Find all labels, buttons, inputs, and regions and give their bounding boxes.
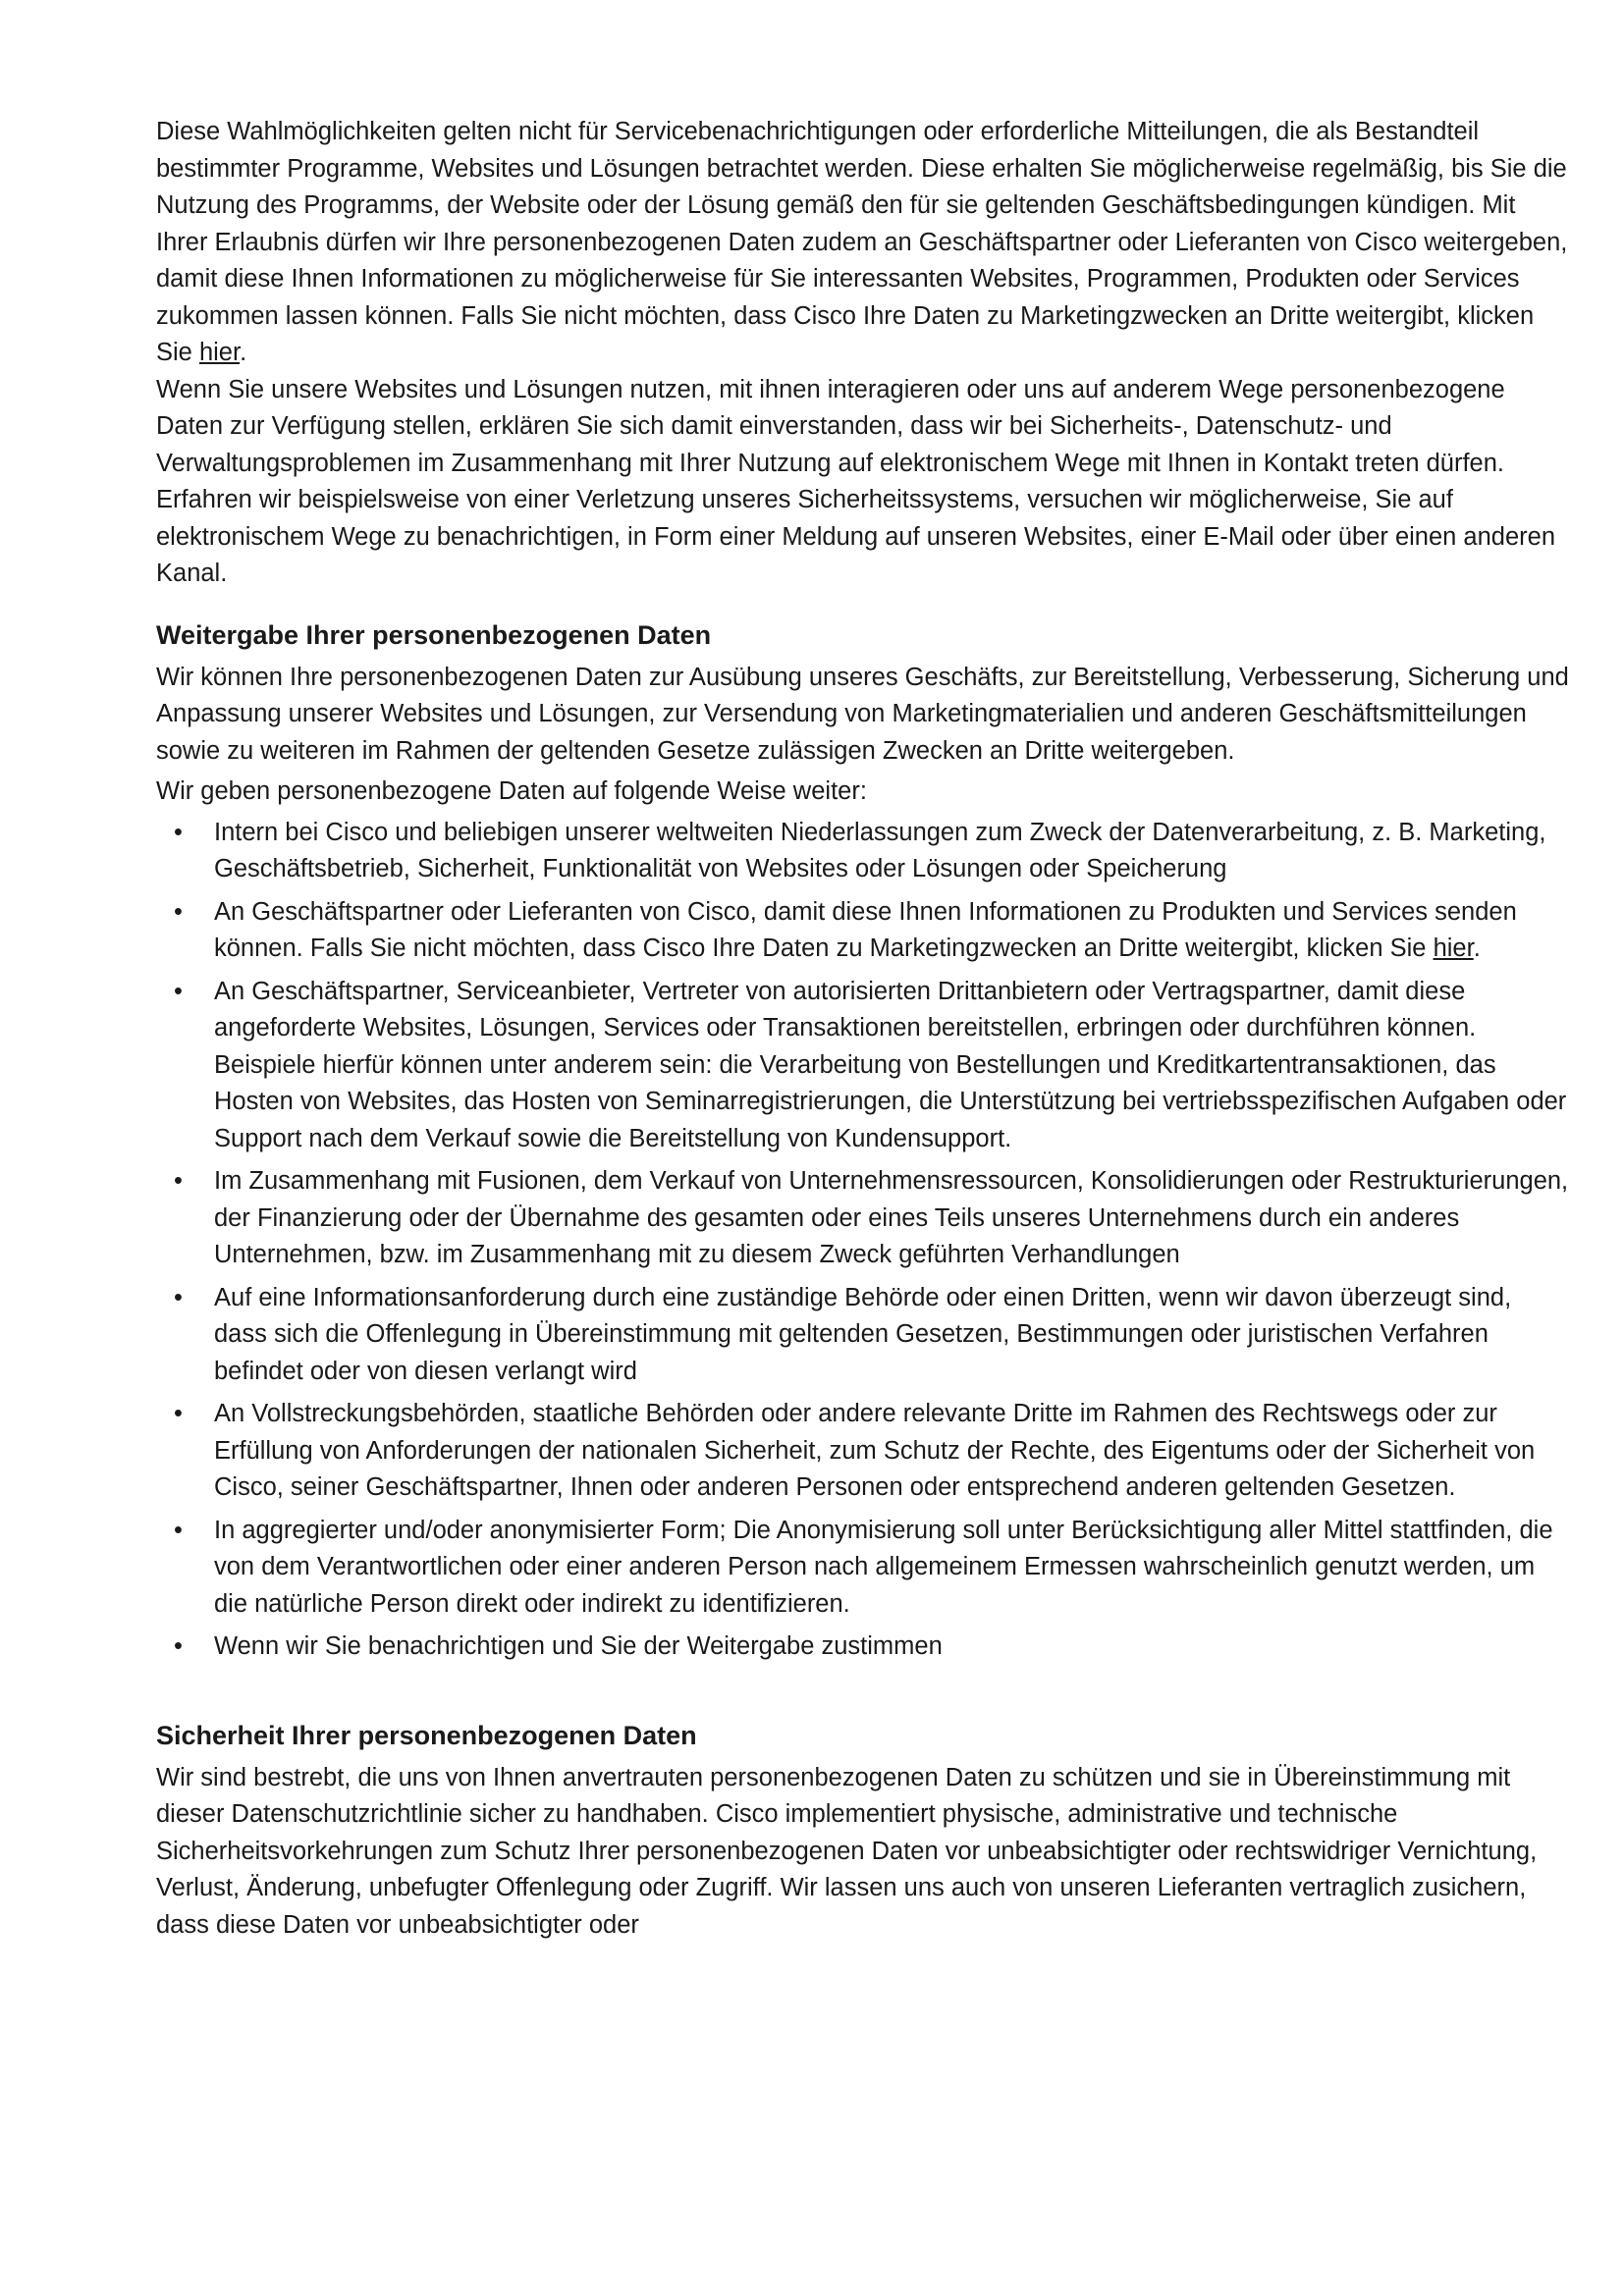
list-item-text: Auf eine Informationsanforderung durch eine zuständige Behörde oder einen Dritten, wenn wir davon überzeugt sind, dass sich die Offenlegung in Übereinstimmung mit geltenden Gesetzen, Bestimmungen oder juristischen Verfahren befindet oder von diesen verlangt wird	[214, 1283, 1512, 1385]
list-item-text: Intern bei Cisco und beliebigen unserer weltweiten Niederlassungen zum Zweck der Datenverarbeitung, z. B. Marketing, Geschäftsbetrieb, Sicherheit, Funktionalität von Websites oder Lösungen oder Speicherung	[214, 818, 1546, 882]
list-item-text: An Vollstreckungsbehörden, staatliche Behörden oder andere relevante Dritte im Rahmen des Rechtswegs oder zur Erfüllung von Anforderungen der nationalen Sicherheit, zum Schutz der Rechte, des Eigentums oder der Sicherheit von Cisco, seiner Geschäftspartner, Ihnen oder anderen Personen oder entsprechend anderen geltenden Gesetzen.	[214, 1400, 1536, 1501]
sharing-paragraph-purposes: Wir können Ihre personenbezogenen Daten zur Ausübung unseres Geschäfts, zur Bereitstellung, Verbesserung, Sicherung und Anpassung unserer Websites und Lösungen, zur Versendung von Marketingmaterialien und anderen Geschäftsmitteilungen sowie zu weiteren im Rahmen der geltenden Gesetze zulässigen Zwecken an Dritte weitergeben.	[156, 663, 1569, 765]
list-item-text: An Geschäftspartner oder Lieferanten von Cisco, damit diese Ihnen Informationen zu Produkten und Services senden können. Falls Sie nicht möchten, dass Cisco Ihre Daten zu Marketingzwecken an Dritte weitergibt, klicken Sie	[214, 897, 1517, 962]
bullet-icon: •	[174, 1516, 183, 1544]
list-item	[156, 974, 1570, 1158]
bullet-icon: •	[174, 1400, 183, 1427]
bullet-icon: •	[174, 818, 183, 846]
list-item	[156, 1629, 1570, 1666]
section-heading-sharing: Weitergabe Ihrer personenbezogenen Daten	[156, 619, 712, 650]
list-item-text: In aggregierter und/oder anonymisierter Form; Die Anonymisierung soll unter Berücksichtigung aller Mittel stattfinden, die von dem Verantwortlichen oder einer anderen Person nach allgemeinem Ermessen wahrscheinlich genutzt werden, um die natürliche Person direkt oder indirekt zu identifizieren.	[214, 1516, 1553, 1618]
intro-paragraph-end: .	[240, 339, 247, 366]
intro-paragraph-contact: Wenn Sie unsere Websites und Lösungen nutzen, mit ihnen interagieren oder uns auf anderem Wege personenbezogene Daten zur Verfügung stellen, erklären Sie sich damit einverstanden, dass wir bei Sicherheits-, Datenschutz- und Verwaltungsproblemen im Zusammenhang mit Ihrer Nutzung auf elektronischem Wege mit Ihnen in Kontakt treten dürfen. Erfahren wir beispielsweise von einer Verletzung unseres Sicherheitssystems, versuchen wir möglicherweise, Sie auf elektronischem Wege zu benachrichtigen, in Form einer Meldung auf unseren Websites, einer E-Mail oder über einen anderen Kanal.	[156, 375, 1556, 587]
list-item	[156, 815, 1570, 888]
sharing-list	[156, 815, 1570, 1666]
list-item	[156, 1163, 1570, 1274]
opt-out-link[interactable]: hier	[1433, 934, 1474, 962]
list-item	[156, 1513, 1570, 1624]
list-item	[156, 1280, 1570, 1391]
list-item	[156, 1396, 1570, 1507]
security-paragraph: Wir sind bestrebt, die uns von Ihnen anvertrauten personenbezogenen Daten zu schützen und sie in Übereinstimmung mit dieser Datenschutzrichtlinie sicher zu handhaben. Cisco implementiert physische, administrative und technische Sicherheitsvorkehrungen zum Schutz Ihrer personenbezogenen Daten vor unbeabsichtigter oder rechtswidriger Vernichtung, Verlust, Änderung, unbefugter Offenlegung oder Zugriff. Wir lassen uns auch von unseren Lieferanten vertraglich zusichern, dass diese Daten vor unbeabsichtigter oder	[156, 1763, 1538, 1939]
bullet-icon: •	[174, 1167, 183, 1195]
list-item	[156, 894, 1570, 968]
bullet-icon: •	[174, 897, 183, 926]
list-item-text: Im Zusammenhang mit Fusionen, dem Verkauf von Unternehmensressourcen, Konsolidierungen oder Restrukturierungen, der Finanzierung oder der Übernahme des gesamten oder eines Teils unseres Unternehmens durch ein anderes Unternehmen, bzw. im Zusammenhang mit zu diesem Zweck geführten Verhandlungen	[214, 1167, 1569, 1268]
section-heading-security: Sicherheit Ihrer personenbezogenen Daten	[156, 1720, 697, 1750]
opt-out-link[interactable]: hier	[198, 339, 241, 366]
bullet-icon: •	[174, 1283, 183, 1311]
bullet-icon: •	[174, 977, 183, 1005]
list-item-text: An Geschäftspartner, Serviceanbieter, Vertreter von autorisierten Drittanbietern oder Vertragspartner, damit diese angeforderte Websites, Lösungen, Services oder Transaktionen bereitstellen, erbringen oder durchführen können. Beispiele hierfür können unter anderem sein: die Verarbeitung von Bestellungen und Kreditkartentransaktionen, das Hosten von Websites, das Hosten von Seminarregistrierungen, die Unterstützung bei vertriebsspezifischen Aufgaben oder Support nach dem Verkauf sowie die Bereitstellung von Kundensupport.	[214, 977, 1567, 1152]
document-page	[156, 114, 1570, 1944]
sharing-paragraph-intro-list: Wir geben personenbezogene Daten auf folgende Weise weiter:	[156, 777, 867, 805]
intro-paragraph-text: Diese Wahlmöglichkeiten gelten nicht für Servicebenachrichtigungen oder erforderliche Mitteilungen, die als Bestandteil bestimmter Programme, Websites und Lösungen betrachtet werden. Diese erhalten Sie möglicherweise regelmäßig, bis Sie die Nutzung des Programms, der Website oder der Lösung gemäß den für sie geltenden Geschäftsbedingungen kündigen. Mit Ihrer Erlaubnis dürfen wir Ihre personenbezogenen Daten zudem an Geschäftspartner oder Lieferanten von Cisco weitergeben, damit diese Ihnen Informationen zu möglicherweise für Sie interessanten Websites, Programmen, Produkten oder Services zukommen lassen können. Falls Sie nicht möchten, dass Cisco Ihre Daten zu Marketingzwecken an Dritte weitergibt, klicken Sie	[156, 118, 1568, 366]
list-item-end: .	[1473, 934, 1481, 962]
list-item-text: Wenn wir Sie benachrichtigen und Sie der Weitergabe zustimmen	[214, 1632, 943, 1660]
intro-paragraph-choices	[156, 114, 1570, 372]
bullet-icon: •	[174, 1632, 183, 1660]
